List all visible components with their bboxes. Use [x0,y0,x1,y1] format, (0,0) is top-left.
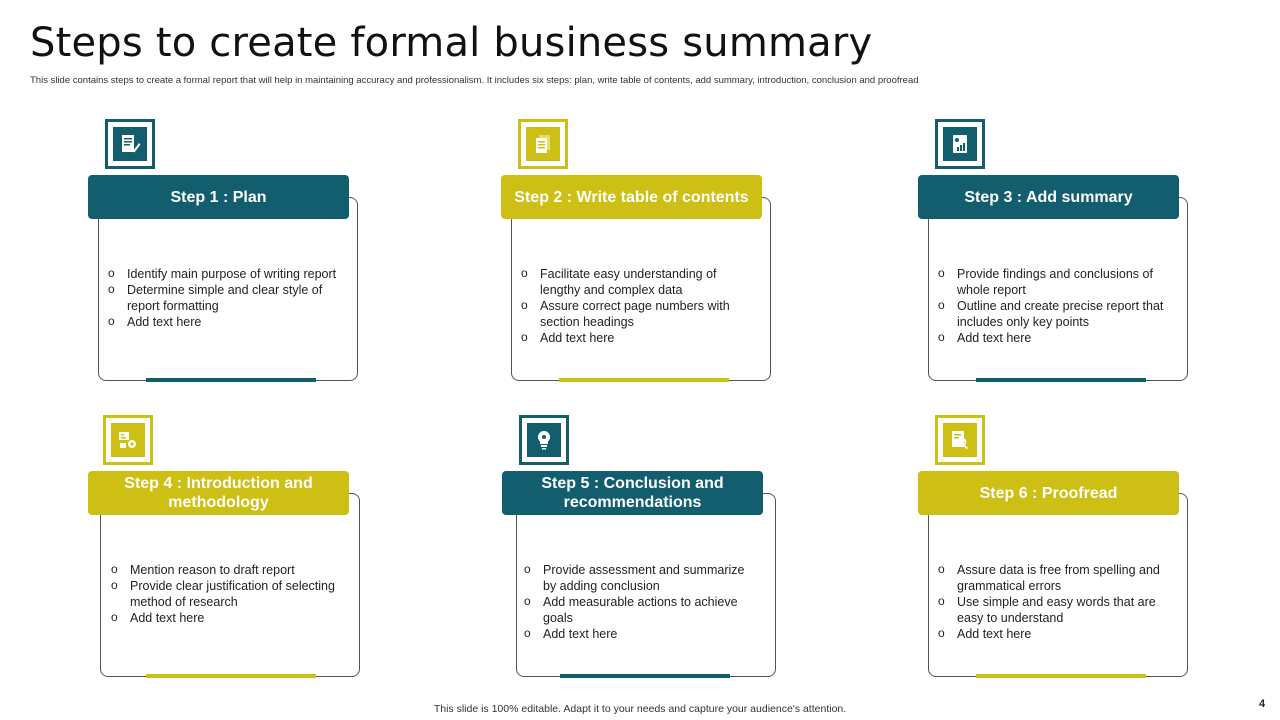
footer-note: This slide is 100% editable. Adapt it to your needs and capture your audience's attention. [433,703,847,715]
page-number: 4 [1259,698,1266,710]
step-card-accent-bar [559,378,729,382]
chart-report-icon [943,127,977,161]
settings-document-icon [111,423,145,457]
list-item: o Assure correct page numbers with section headings [521,298,753,330]
lightbulb-gear-icon [527,423,561,457]
step-bullet-list [938,266,1170,346]
list-item: o Add text here [108,314,340,330]
step-header: Step 2 : Write table of contents [501,175,762,219]
document-list-icon [526,127,560,161]
step-header: Step 3 : Add summary [918,175,1179,219]
list-item: o Add text here [938,626,1170,642]
step-bullet-list [521,266,753,346]
step-card-accent-bar [560,674,730,678]
list-item: o Provide assessment and summarize by adding conclusion [524,562,756,594]
list-item: o Add text here [938,330,1170,346]
step-bullet-list [108,266,340,330]
step-card-6 [918,415,1190,680]
step-icon-frame [105,119,155,169]
list-item: o Provide clear justification of selecting method of research [111,578,343,610]
step-icon-frame [519,415,569,465]
report-edit-icon [113,127,147,161]
page-title: Steps to create formal business summary [30,20,873,66]
list-item: o Add text here [524,626,756,642]
list-item: o Determine simple and clear style of report formatting [108,282,340,314]
list-item: o Use simple and easy words that are easy to understand [938,594,1170,626]
step-card-4 [88,415,360,680]
step-icon-frame [518,119,568,169]
step-icon-frame [935,119,985,169]
document-search-icon [943,423,977,457]
step-card-accent-bar [976,378,1146,382]
list-item: o Add text here [521,330,753,346]
step-header: Step 1 : Plan [88,175,349,219]
step-bullet-list [111,562,343,626]
list-item: o Outline and create precise report that includes only key points [938,298,1170,330]
step-card-5 [502,415,774,680]
list-item: o Add text here [111,610,343,626]
step-header: Step 6 : Proofread [918,471,1179,515]
page-subtitle: This slide contains steps to create a formal report that will help in maintaining accuracy and professionalism. It includes six steps: plan, write table of contents, add summary, introduction, conclusion and proofread [30,75,919,86]
step-icon-frame [103,415,153,465]
step-card-accent-bar [146,378,316,382]
step-bullet-list [938,562,1170,642]
step-card-accent-bar [146,674,316,678]
step-header: Step 5 : Conclusion and recommendations [502,471,763,515]
step-icon-frame [935,415,985,465]
step-card-1 [88,119,360,384]
list-item: o Identify main purpose of writing report [108,266,340,282]
step-card-3 [918,119,1190,384]
step-card-accent-bar [976,674,1146,678]
step-card-2 [501,119,773,384]
list-item: o Provide findings and conclusions of whole report [938,266,1170,298]
step-bullet-list [524,562,756,642]
list-item: o Facilitate easy understanding of lengthy and complex data [521,266,753,298]
list-item: o Add measurable actions to achieve goals [524,594,756,626]
list-item: o Assure data is free from spelling and grammatical errors [938,562,1170,594]
list-item: o Mention reason to draft report [111,562,343,578]
step-header: Step 4 : Introduction and methodology [88,471,349,515]
